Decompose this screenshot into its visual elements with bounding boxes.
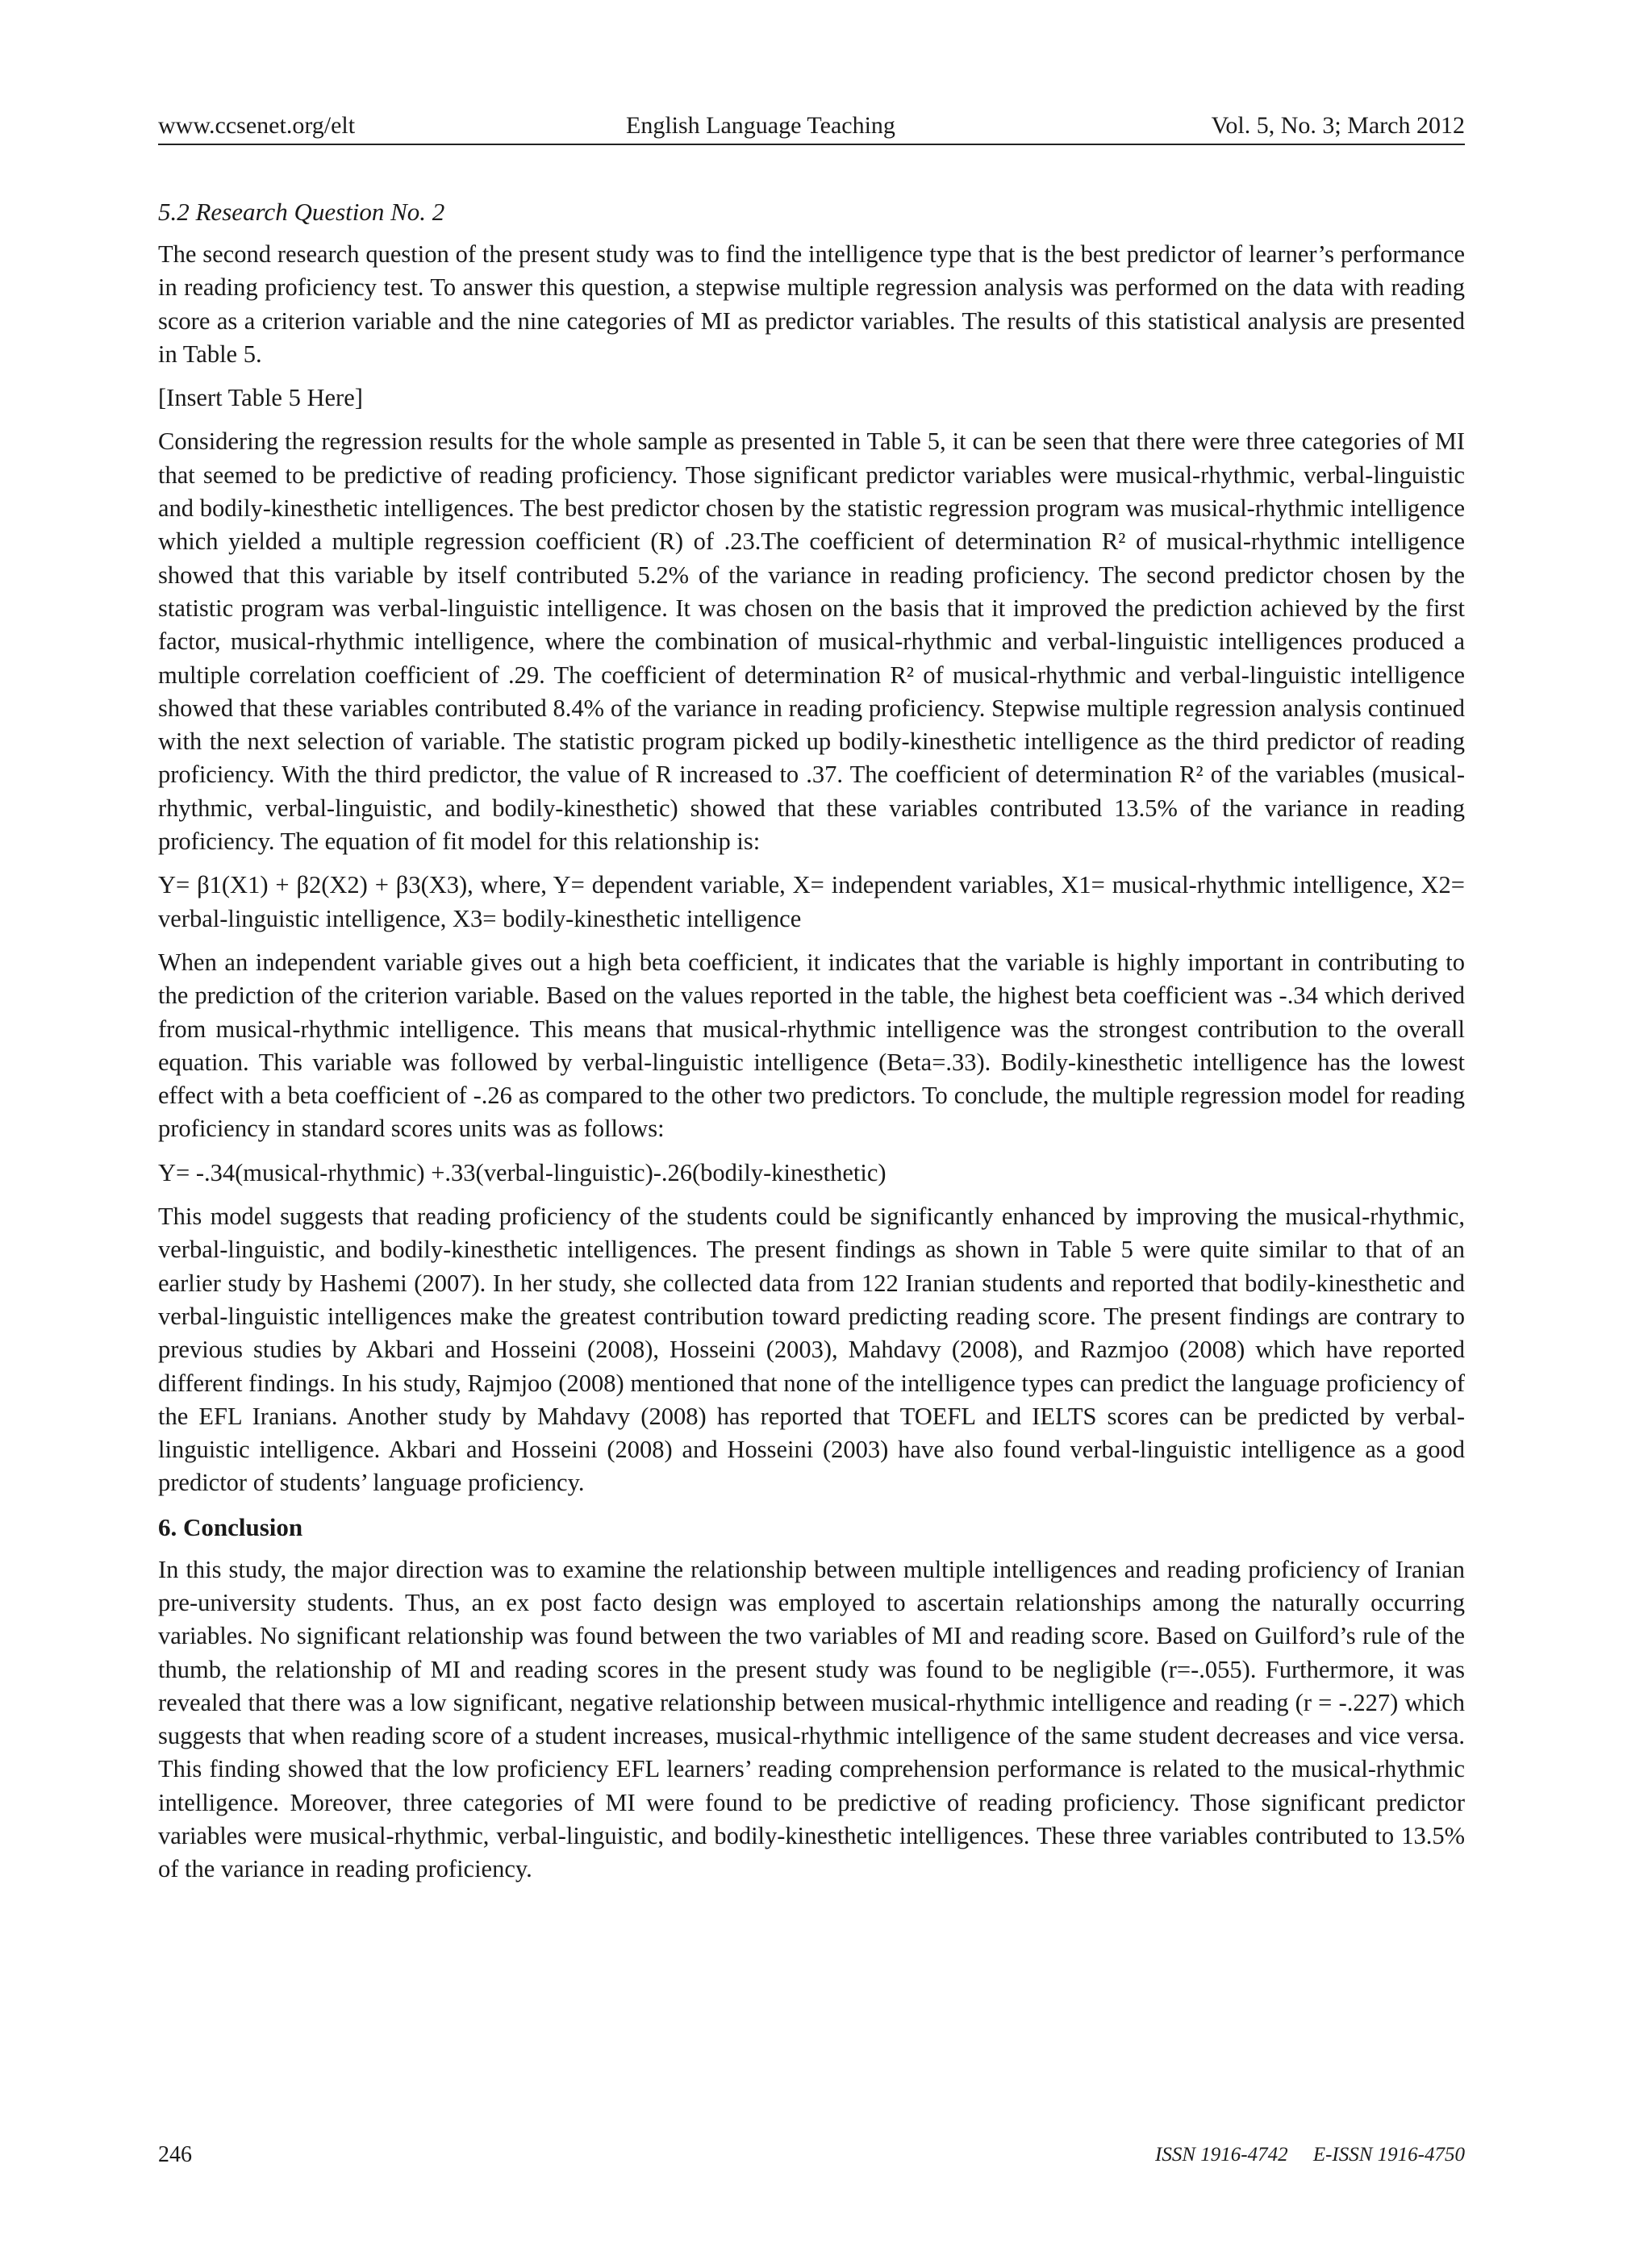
paragraph-rq2-intro: The second research question of the present study was to find the intelligence type that is the best predictor of learner’s performance in reading proficiency test. To answer this question, a stepwise multiple regression analysis was performed on the data with reading score as a criterion variable and the nine categories of MI as predictor variables. The results of this statistical analysis are presented in Table 5. [158, 240, 1465, 368]
article-body [158, 195, 1465, 1897]
paragraph-conclusion: In this study, the major direction was to examine the relationship between multiple intelligences and reading proficiency of Iranian pre-university students. Thus, an ex post facto design was employed to ascertain relationships among the naturally occurring variables. No significant relationship was found between the two variables of MI and reading score. Based on Guilford’s rule of the thumb, the relationship of MI and reading scores in the present study was found to be negligible (r=-.055). Furthermore, it was revealed that there was a low significant, negative relationship between musical-rhythmic intelligence and reading (r = -.227) which suggests that when reading score of a student increases, musical-rhythmic intelligence of the same student decreases and vice versa. This finding showed that the low proficiency EFL learners’ reading comprehension performance is related to the musical-rhythmic intelligence. Moreover, three categories of MI were found to be predictive of reading proficiency. Those significant predictor variables were musical-rhythmic, verbal-linguistic, and bodily-kinesthetic intelligences. These three variables contributed to 13.5% of the variance in reading proficiency. [158, 1555, 1465, 1883]
table-placeholder: [Insert Table 5 Here] [158, 384, 363, 412]
page-number: 246 [158, 2142, 192, 2167]
paragraph-fit-equation: Y= β1(X1) + β2(X2) + β3(X3), where, Y= dependent variable, X= independent variables, X1= musical-rhythmic intelligence, X2= verbal-linguistic intelligence, X3= bodily-kinesthetic intelligence [158, 871, 1465, 932]
section-heading-5-2: 5.2 Research Question No. 2 [158, 198, 445, 226]
volume-info: Vol. 5, No. 3; March 2012 [1211, 112, 1465, 139]
paragraph-discussion: This model suggests that reading proficiency of the students could be significantly enhanced by improving the musical-rhythmic, verbal-linguistic, and bodily-kinesthetic intelligences. The present findings as shown in Table 5 were quite similar to that of an earlier study by Hashemi (2007). In her study, she collected data from 122 Iranian students and reported that bodily-kinesthetic and verbal-linguistic intelligences make the greatest contribution toward predicting reading score. The present findings are contrary to previous studies by Akbari and Hosseini (2008), Hosseini (2003), Mahdavy (2008), and Razmjoo (2008) which have reported different findings. In his study, Rajmjoo (2008) mentioned that none of the intelligence types can predict the language proficiency of the EFL Iranians. Another study by Mahdavy (2008) has reported that TOEFL and IELTS scores can be predicted by verbal-linguistic intelligence. Akbari and Hosseini (2008) and Hosseini (2003) have also found verbal-linguistic intelligence as a good predictor of students’ language proficiency. [158, 1203, 1465, 1497]
journal-url: www.ccsenet.org/elt [158, 112, 356, 139]
running-header [158, 108, 1465, 145]
section-heading-conclusion: 6. Conclusion [158, 1512, 303, 1541]
paragraph-beta-coefficients: When an independent variable gives out a high beta coefficient, it indicates that the variable is highly important in contributing to the prediction of the criterion variable. Based on the values reported in the table, the highest beta coefficient was -.34 which derived from musical-rhythmic intelligence. This means that musical-rhythmic intelligence was the strongest contribution to the overall equation. This variable was followed by verbal-linguistic intelligence (Beta=.33). Bodily-kinesthetic intelligence has the lowest effect with a beta coefficient of -.26 as compared to the other two predictors. To conclude, the multiple regression model for reading proficiency in standard scores units was as follows: [158, 948, 1465, 1143]
journal-title: English Language Teaching [626, 112, 895, 139]
paragraph-standard-model: Y= -.34(musical-rhythmic) +.33(verbal-linguistic)-.26(bodily-kinesthetic) [158, 1158, 886, 1186]
issn-info: ISSN 1916-4742 E-ISSN 1916-4750 [1155, 2144, 1465, 2166]
paragraph-regression-results: Considering the regression results for the whole sample as presented in Table 5, it can be seen that there were three categories of MI that seemed to be predictive of reading proficiency. Those significant predictor variables were musical-rhythmic, verbal-linguistic and bodily-kinesthetic intelligences. The best predictor chosen by the statistic regression program was musical-rhythmic intelligence which yielded a multiple regression coefficient (R) of .23.The coefficient of determination R² of musical-rhythmic intelligence showed that this variable by itself contributed 5.2% of the variance in reading proficiency. The second predictor chosen by the statistic program was verbal-linguistic intelligence. It was chosen on the basis that it improved the prediction achieved by the first factor, musical-rhythmic intelligence, where the combination of musical-rhythmic and verbal-linguistic intelligences produced a multiple correlation coefficient of .29. The coefficient of determination R² of musical-rhythmic and verbal-linguistic intelligence showed that these variables contributed 8.4% of the variance in reading proficiency. Stepwise multiple regression analysis continued with the next selection of variable. The statistic program picked up bodily-kinesthetic intelligence as the third predictor of reading proficiency. With the third predictor, the value of R increased to .37. The coefficient of determination R² of the variables (musical-rhythmic, verbal-linguistic, and bodily-kinesthetic) showed that these variables contributed 13.5% of the variance in reading proficiency. The equation of fit model for this relationship is: [158, 427, 1465, 856]
running-footer [158, 2139, 1465, 2171]
